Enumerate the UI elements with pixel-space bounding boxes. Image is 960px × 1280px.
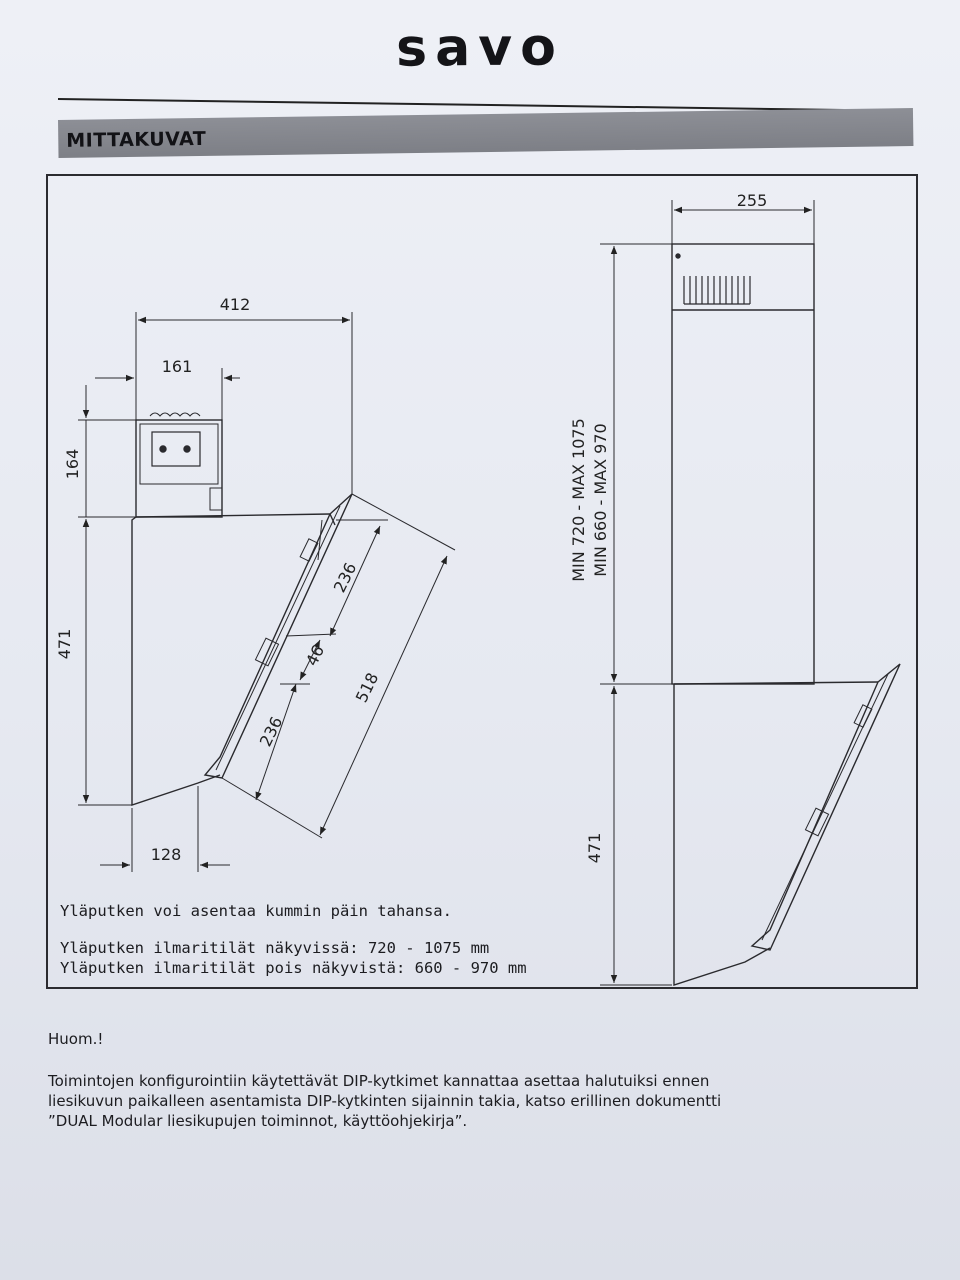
savo-logo: savo — [395, 17, 565, 79]
note-grille-hidden: Yläputken ilmaritilät pois näkyvistä: 660 - 970 mm — [60, 959, 527, 977]
left-side-view — [78, 312, 455, 872]
section-title: MITTAKUVAT — [66, 127, 207, 152]
dim-height-body: 471 — [55, 628, 74, 660]
right-side-view — [600, 200, 900, 985]
vent-grille — [684, 276, 750, 304]
footer-heading: Huom.! — [48, 1030, 104, 1048]
footer-paragraph-line-1: Toimintojen konfigurointiin käytettävät DIP-kytkimet kannattaa asettaa halutuiksi ennen — [48, 1072, 710, 1090]
dim-range-visible: MIN 720 - MAX 1075 — [569, 418, 588, 582]
dim-height-box: 164 — [63, 448, 82, 480]
note-install: Yläputken voi asentaa kummin päin tahansa. — [60, 902, 452, 920]
dim-range-hidden: MIN 660 - MAX 970 — [591, 423, 610, 577]
motor-box — [136, 420, 222, 517]
note-grille-visible: Yläputken ilmaritilät näkyvissä: 720 - 1075 mm — [60, 939, 490, 957]
dim-glass-a: 236 — [329, 559, 361, 596]
hood-body-outline — [132, 517, 220, 805]
dim-glass-b: 236 — [255, 713, 287, 750]
dim-width-box: 161 — [161, 357, 193, 376]
dim-glass-gap: 46 — [302, 642, 329, 669]
footer-paragraph-line-3: ”DUAL Modular liesikupujen toiminnot, käyttöohjekirja”. — [48, 1112, 468, 1130]
right-glass-panel — [752, 664, 900, 950]
dim-bottom: 128 — [150, 845, 182, 864]
dim-glass-total: 518 — [351, 669, 383, 706]
dim-right-height-body: 471 — [585, 832, 604, 864]
dim-width-top: 255 — [736, 191, 768, 210]
right-hood-body — [674, 684, 770, 985]
footer-paragraph-line-2: liesikuvun paikalleen asentamista DIP-kytkinten sijainnin takia, katso erillinen dokumentti — [48, 1092, 722, 1110]
dim-width-total: 412 — [219, 295, 251, 314]
